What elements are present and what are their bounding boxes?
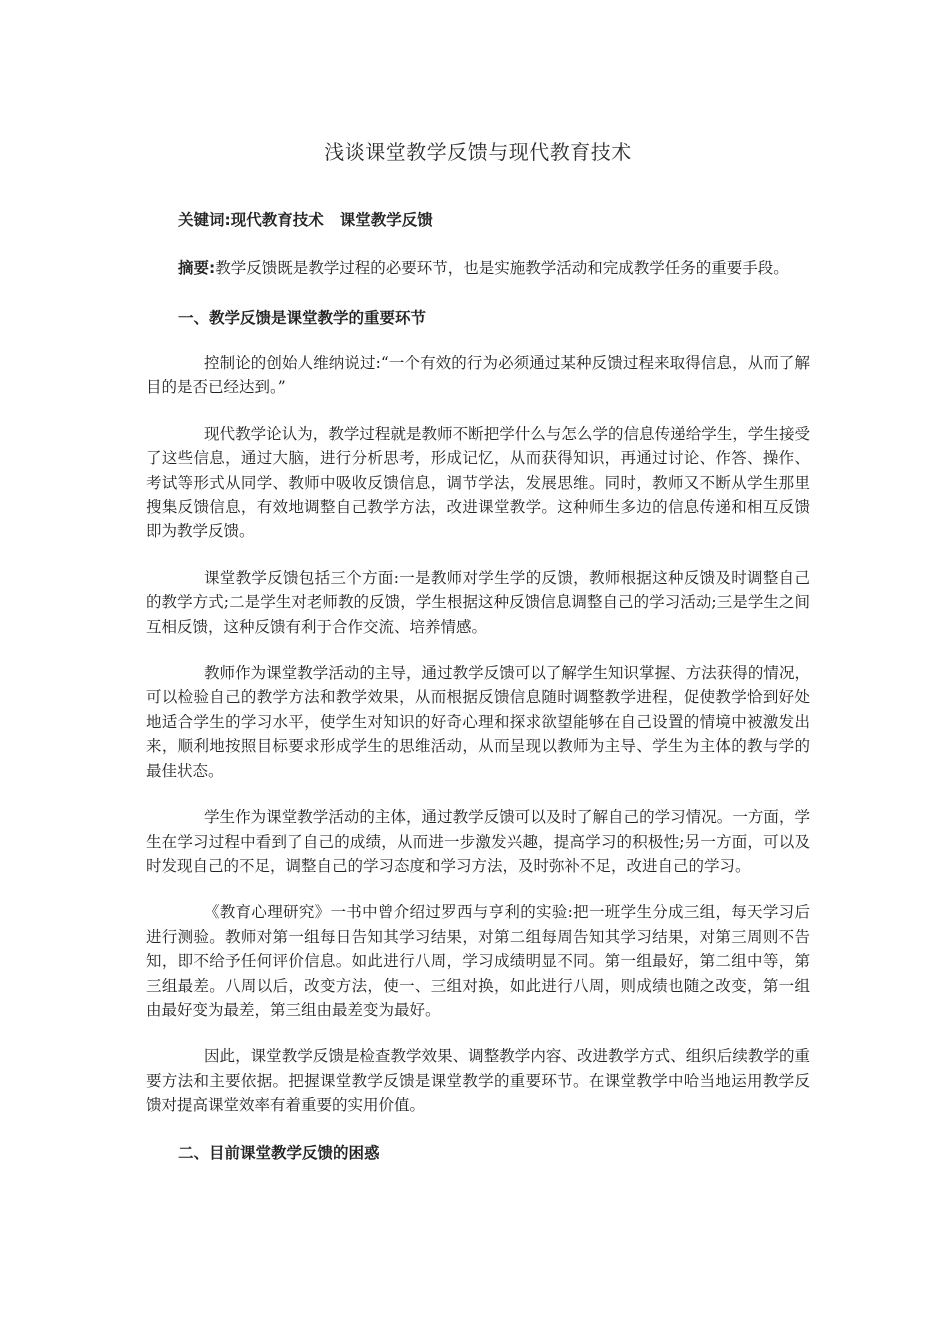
keyword-2: 课堂教学反馈: [339, 211, 433, 229]
paragraph-1: 控制论的创始人维纳说过:“一个有效的行为必须通过某种反馈过程来取得信息，从而了解目的是否已经达到。”: [146, 354, 810, 397]
keyword-1: 现代教育技术: [230, 211, 324, 229]
paragraph-2: 现代教学论认为，教学过程就是教师不断把学什么与怎么学的信息传递给学生，学生接受了这些信息，通过大脑，进行分析思考，形成记忆，从而获得知识，再通过讨论、作答、操作、考试等形式从同学、教师中吸收反馈信息，调节学法，发展思维。同时，教师又不断从学生那里搜集反馈信息，有效地调整自己教学方法，改进课堂教学。这种师生多边的信息传递和相互反馈即为教学反馈。: [146, 424, 810, 541]
paragraph-3: 课堂教学反馈包括三个方面:一是教师对学生学的反馈，教师根据这种反馈及时调整自己的教学方式;二是学生对老师教的反馈，学生根据这种反馈信息调整自己的学习活动;三是学生之间互相反馈，这种反馈有利于合作交流、培养情感。: [146, 568, 810, 636]
document-title: 浅谈课堂教学反馈与现代教育技术: [324, 140, 632, 164]
abstract-text: 教学反馈既是教学过程的必要环节，也是实施教学活动和完成教学任务的重要手段。: [215, 259, 789, 277]
paragraph-4: 教师作为课堂教学活动的主导，通过教学反馈可以了解学生知识掌握、方法获得的情况，可以检验自己的教学方法和教学效果，从而根据反馈信息随时调整教学进程，促使教学恰到好处地适合学生的学习水平，使学生对知识的好奇心理和探求欲望能够在自己设置的情境中被激发出来，顺利地按照目标要求形成学生的思维活动，从而呈现以教师为主导、学生为主体的教与学的最佳状态。: [146, 664, 810, 780]
abstract-label: 摘要:: [178, 259, 216, 277]
section-heading-1: 一、教学反馈是课堂教学的重要环节: [178, 309, 427, 327]
keywords-label: 关键词:: [178, 211, 231, 229]
abstract: [146, 255, 810, 281]
paragraph-5: 学生作为课堂教学活动的主体，通过教学反馈可以及时了解自己的学习情况。一方面，学生在学习过程中看到了自己的成绩，从而进一步激发兴趣，提高学习的积极性;另一方面，可以及时发现自己的不足，调整自己的学习态度和学习方法，及时弥补不足，改进自己的学习。: [146, 808, 810, 875]
paragraph-6: 《教育心理研究》一书中曾介绍过罗西与亨利的实验:把一班学生分成三组，每天学习后进行测验。教师对第一组每日告知其学习结果，对第二组每周告知其学习结果，对第三周则不告知，即不给予任何评价信息。如此进行八周，学习成绩明显不同。第一组最好，第二组中等，第三组最差。八周以后，改变方法，使一、三组对换，如此进行八周，则成绩也随之改变，第一组由最好变为最差，第三组由最差变为最好。: [146, 903, 810, 1019]
paragraph-7: 因此，课堂教学反馈是检查教学效果、调整教学内容、改进教学方式、组织后续教学的重要方法和主要依据。把握课堂教学反馈是课堂教学的重要环节。在课堂教学中哈当地运用教学反馈对提高课堂效率有着重要的实用价值。: [146, 1047, 810, 1115]
section-heading-2: 二、目前课堂教学反馈的困惑: [178, 1143, 380, 1162]
keywords-line: [178, 207, 810, 233]
